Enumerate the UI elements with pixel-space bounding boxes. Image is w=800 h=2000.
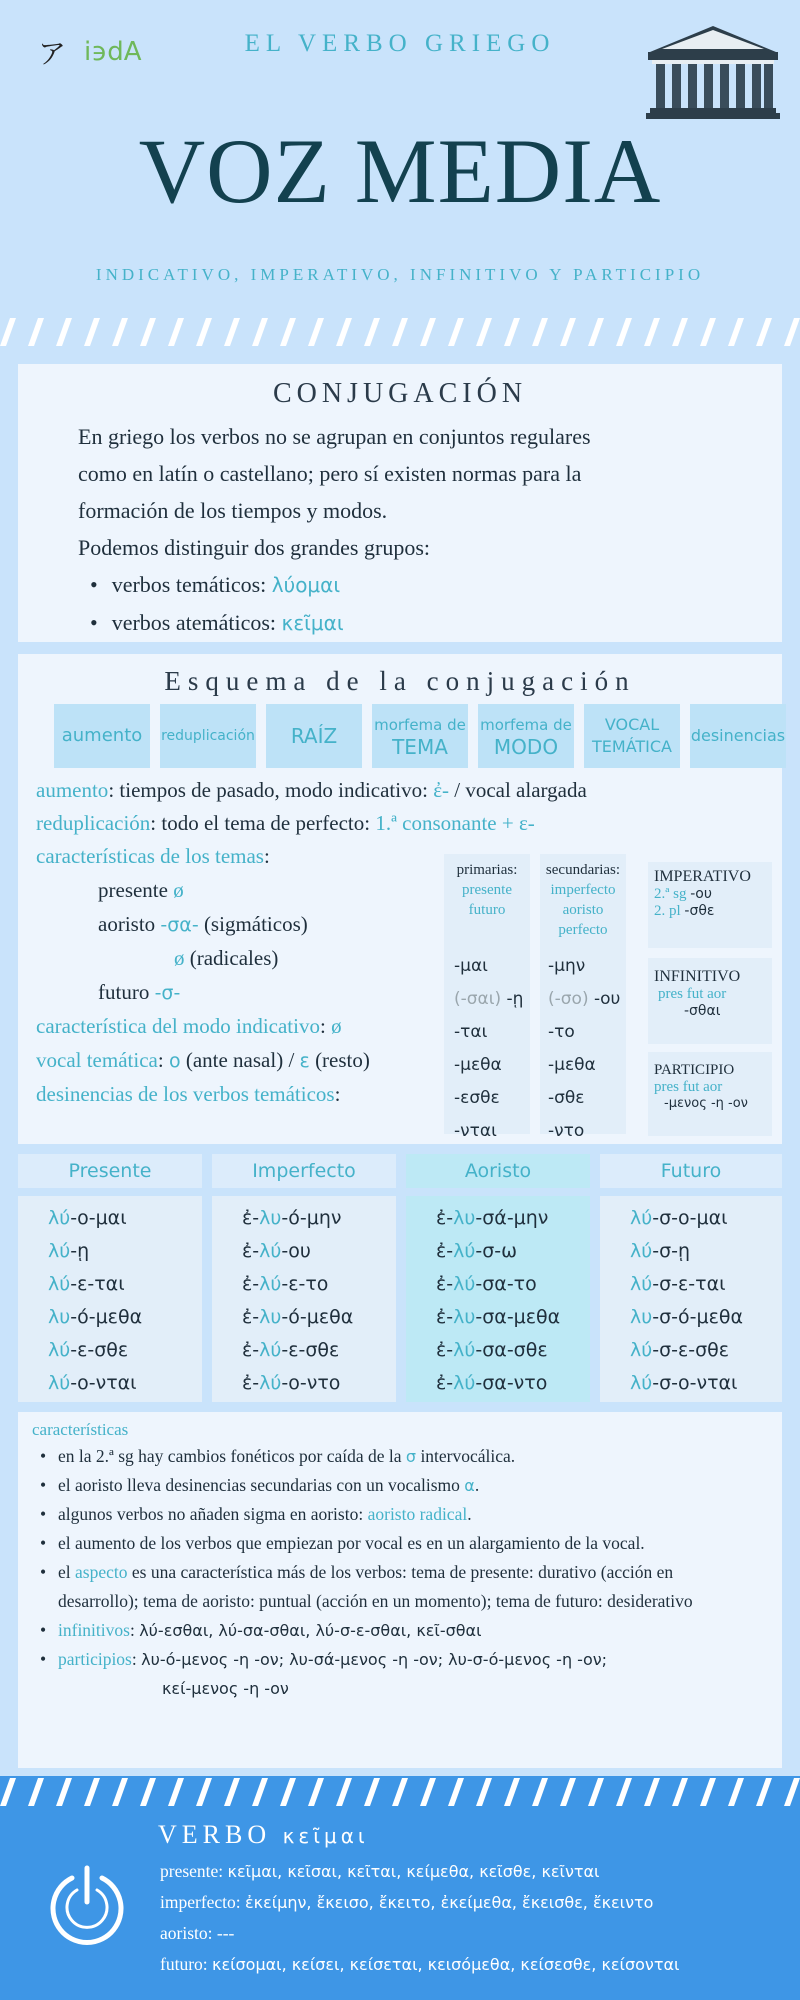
subtitle: INDICATIVO, IMPERATIVO, INFINITIVO Y PARTICIPIO (95, 265, 705, 284)
tense-header-imperfecto: Imperfecto (212, 1154, 396, 1188)
list-item: • el aspecto es una característica más de los verbos: tema de presente: durativo (acción en desarrollo); tema de aoristo: puntual (acción en un momento); tema de futuro: desiderativo (58, 1558, 758, 1616)
tense-form: λύ-ε-σθε (48, 1339, 129, 1361)
tense-form: ἐ-λύ-ε-το (242, 1273, 329, 1295)
primarias-endings (454, 950, 523, 1148)
temple-icon (646, 22, 780, 122)
ending: (-σο) -ου (548, 989, 621, 1009)
ending: -το (548, 1022, 575, 1042)
greek-word: λύομαι (271, 573, 341, 597)
secundarias-endings (548, 950, 620, 1148)
power-icon (44, 1862, 130, 1948)
conjugacion-text (78, 418, 768, 642)
morpheme-boxes (36, 704, 786, 768)
divider-stripes (0, 316, 800, 346)
tense-form: λυ-ό-μεθα (48, 1306, 143, 1328)
tense-form: λύ-σ-ο-μαι (630, 1207, 728, 1229)
ending: -εσθε (454, 1088, 500, 1108)
tense-form: ἐ-λύ-σα-σθε (436, 1339, 548, 1361)
tense-form: λύ-ε-ται (48, 1273, 125, 1295)
list-item: • verbos atemáticos: κεῖμαι (90, 604, 768, 642)
def-temas: características de los temas: (36, 844, 270, 868)
conjugacion-title: CONJUGACIÓN (272, 378, 528, 409)
caracteristicas-list (58, 1442, 758, 1703)
logo-text: i϶dA (84, 37, 142, 67)
box-raiz: RAÍZ (266, 704, 362, 768)
imperativo-box: IMPERATIVO 2.ª sg -ου 2. pl -σθε (648, 862, 772, 948)
text-line: como en latín o castellano; pero sí existen normas para la (78, 461, 582, 486)
tense-header-presente: Presente (18, 1154, 202, 1188)
logo-glyph: ア (38, 37, 67, 70)
def-presente: presente ø (98, 878, 184, 902)
tense-forms-imperfecto (212, 1196, 396, 1402)
esquema-panel (18, 654, 786, 1144)
verb-line-futuro: futuro: κείσομαι, κείσει, κείσεται, κεισόμεθα, κείσεσθε, κείσονται (160, 1954, 680, 1974)
verb-conjugation (160, 1856, 679, 1980)
participio-box: PARTICIPIO pres fut aor -μενος -η -ον (648, 1052, 772, 1136)
tense-form: ἐ-λύ-σα-το (436, 1273, 537, 1295)
list-item: • el aumento de los verbos que empiezan por vocal es en un alargamiento de la vocal. (58, 1529, 758, 1558)
greek-word: κεῖμαι (281, 611, 344, 635)
box-vocal: VOCAL TEMÁTICA (584, 704, 680, 768)
list-item: • participios: λυ-ό-μενος -η -ον; λυ-σά-μενος -η -ον; λυ-σ-ό-μενος -η -ον; κεί-μενος -η -ον (58, 1645, 758, 1703)
def-radicales: ø (radicales) (174, 946, 279, 970)
infinitivo-box: INFINITIVO pres fut aor -σθαι (648, 958, 772, 1044)
box-tema: morfema de TEMA (372, 704, 468, 768)
text-line: En griego los verbos no se agrupan en conjuntos regulares (78, 424, 591, 449)
tense-forms-futuro (600, 1196, 782, 1402)
ending: -σθε (548, 1088, 585, 1108)
ending: -ντο (548, 1121, 585, 1141)
tense-form: ἐ-λυ-σά-μην (436, 1207, 549, 1229)
tense-form: ἐ-λυ-σα-μεθα (436, 1306, 561, 1328)
box-aumento: aumento (54, 704, 150, 768)
tense-form: ἐ-λύ-ου (242, 1240, 311, 1262)
main-title: VOZ MEDIA (138, 120, 662, 222)
text-line: Podemos distinguir dos grandes grupos: (78, 535, 430, 560)
tense-header-futuro: Futuro (600, 1154, 782, 1188)
list-item: • infinitivos: λύ-εσθαι, λύ-σα-σθαι, λύ-σ-ε-σθαι, κεῖ-σθαι (58, 1616, 758, 1645)
box-modo: morfema de MODO (478, 704, 574, 768)
tense-form: λυ-σ-ό-μεθα (630, 1306, 743, 1328)
conjugacion-panel (18, 364, 782, 642)
list-item: • algunos verbos no añaden sigma en aoristo: aoristo radical. (58, 1500, 758, 1529)
list-item: • en la 2.ª sg hay cambios fonéticos por caída de la σ intervocálica. (58, 1442, 758, 1471)
verb-line-presente: presente: κεῖμαι, κεῖσαι, κεῖται, κείμεθα, κεῖσθε, κεῖνται (160, 1861, 600, 1881)
tense-form: λύ-ο-νται (48, 1372, 137, 1394)
def-vocal: vocal temática: ο (ante nasal) / ε (resto) (36, 1048, 370, 1072)
ending: (-σαι) -ῃ (454, 989, 524, 1009)
tense-form: ἐ-λυ-ό-μην (242, 1207, 342, 1229)
def-futuro: futuro -σ- (98, 980, 181, 1004)
esquema-title: Esquema de la conjugación (164, 666, 636, 696)
def-reduplicacion: reduplicación: todo el tema de perfecto: 1.ª consonante + ε- (36, 811, 535, 835)
tense-form: λύ-σ-ε-ται (630, 1273, 726, 1295)
box-desinencias: desinencias (690, 704, 786, 768)
verb-line-aoristo: aoristo: --- (160, 1923, 235, 1943)
tense-form: ἐ-λύ-ε-σθε (242, 1339, 340, 1361)
list-item: • verbos temáticos: λύομαι (90, 566, 768, 604)
verb-title: VERBO κεῖμαι (158, 1820, 369, 1849)
primarias-column: primarias: presente futuro (456, 862, 518, 918)
tense-form: λύ-ῃ (48, 1240, 90, 1262)
def-aumento: aumento: tiempos de pasado, modo indicativo: ἐ- / vocal alargada (36, 778, 587, 802)
tense-form: ἐ-λύ-σ-ω (436, 1240, 518, 1262)
tense-form: ἐ-λυ-ό-μεθα (242, 1306, 354, 1328)
ending: -μαι (454, 956, 488, 976)
tense-form: ἐ-λύ-σα-ντο (436, 1372, 548, 1394)
ending: -μην (548, 956, 586, 976)
def-aoristo: aoristo -σα- (sigmáticos) (98, 912, 308, 936)
ending: -νται (454, 1121, 497, 1141)
text-line: formación de los tiempos y modos. (78, 498, 388, 523)
caracteristicas-label: características (32, 1420, 129, 1439)
ending: -μεθα (548, 1055, 596, 1075)
tense-form: λύ-σ-ο-νται (630, 1372, 738, 1394)
def-desinencias: desinencias de los verbos temáticos: (36, 1082, 341, 1106)
divider-stripes (0, 1776, 800, 1806)
tense-forms-aoristo (406, 1196, 590, 1402)
tense-header-aoristo: Aoristo (406, 1154, 590, 1188)
series-title: EL VERBO GRIEGO (244, 30, 556, 57)
caracteristicas-panel (18, 1412, 782, 1768)
tense-form: λύ-σ-ῃ (630, 1240, 691, 1262)
def-modo: característica del modo indicativo: ø (36, 1014, 342, 1038)
tense-form: λύ-σ-ε-σθε (630, 1339, 730, 1361)
tense-form: ἐ-λύ-ο-ντο (242, 1372, 341, 1394)
tense-form: λύ-ο-μαι (48, 1207, 127, 1229)
box-reduplicacion: reduplicación (160, 704, 256, 768)
list-item: • el aoristo lleva desinencias secundarias con un vocalismo α. (58, 1471, 758, 1500)
tense-forms-presente (18, 1196, 202, 1402)
ending: -μεθα (454, 1055, 502, 1075)
verb-line-imperfecto: imperfecto: ἐκείμην, ἔκεισο, ἔκειτο, ἐκείμεθα, ἔκεισθε, ἔκειντο (160, 1892, 654, 1912)
secundarias-column: secundarias: imperfecto aoristo perfecto (545, 862, 621, 938)
ending: -ται (454, 1022, 488, 1042)
